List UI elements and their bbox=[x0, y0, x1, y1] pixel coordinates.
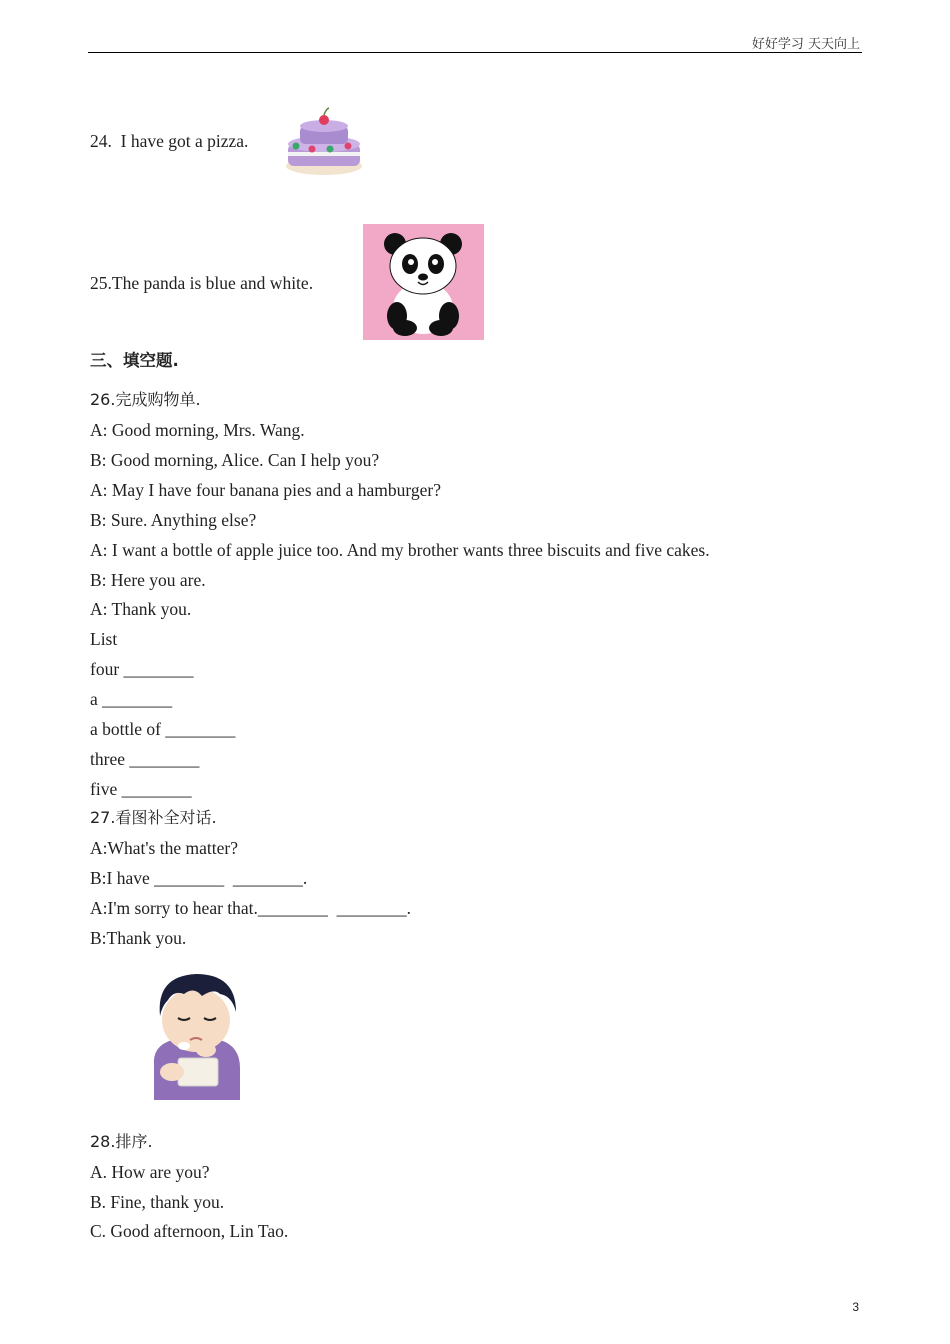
page-number: 3 bbox=[852, 1300, 859, 1314]
q24-text: 24. I have got a pizza. bbox=[90, 131, 249, 151]
q25-text: 25.The panda is blue and white. bbox=[90, 273, 314, 293]
q26-list-item: five ________ bbox=[90, 779, 192, 799]
q28-option: A. How are you? bbox=[90, 1162, 210, 1182]
q26-list-item: a bottle of ________ bbox=[90, 719, 236, 739]
section-heading: 三、填空题. bbox=[90, 351, 179, 370]
panda-icon bbox=[363, 224, 484, 340]
q26-dialogue-line: B: Here you are. bbox=[90, 570, 206, 590]
q26-dialogue-line: A: I want a bottle of apple juice too. And my brother wants three biscuits and five cakes. bbox=[90, 540, 710, 560]
cake-icon bbox=[282, 104, 366, 178]
q26-list-item: three ________ bbox=[90, 749, 200, 769]
header-divider bbox=[88, 52, 862, 53]
q26-list-item: a ________ bbox=[90, 689, 173, 709]
q26-list-title: List bbox=[90, 629, 118, 649]
q27-dialogue-line: B:I have ________ ________. bbox=[90, 868, 308, 888]
q26-list-item: four ________ bbox=[90, 659, 194, 679]
q28-prompt: 28.排序. bbox=[90, 1132, 153, 1151]
q26-dialogue-line: A: Thank you. bbox=[90, 599, 192, 619]
q26-dialogue-line: A: May I have four banana pies and a hamburger? bbox=[90, 480, 441, 500]
q28-option: C. Good afternoon, Lin Tao. bbox=[90, 1221, 289, 1241]
header-motto: 好好学习 天天向上 bbox=[751, 37, 860, 52]
q26-dialogue-line: B: Good morning, Alice. Can I help you? bbox=[90, 450, 380, 470]
sick-boy-icon bbox=[144, 966, 248, 1106]
q26-prompt: 26.完成购物单. bbox=[90, 390, 201, 409]
q27-dialogue-line: A:I'm sorry to hear that.________ ________. bbox=[90, 898, 412, 918]
q27-dialogue-line: A:What's the matter? bbox=[90, 838, 238, 858]
q26-dialogue-line: B: Sure. Anything else? bbox=[90, 510, 257, 530]
q26-dialogue-line: A: Good morning, Mrs. Wang. bbox=[90, 420, 305, 440]
q27-dialogue-line: B:Thank you. bbox=[90, 928, 187, 948]
q27-prompt: 27.看图补全对话. bbox=[90, 808, 217, 827]
q28-option: B. Fine, thank you. bbox=[90, 1192, 225, 1212]
